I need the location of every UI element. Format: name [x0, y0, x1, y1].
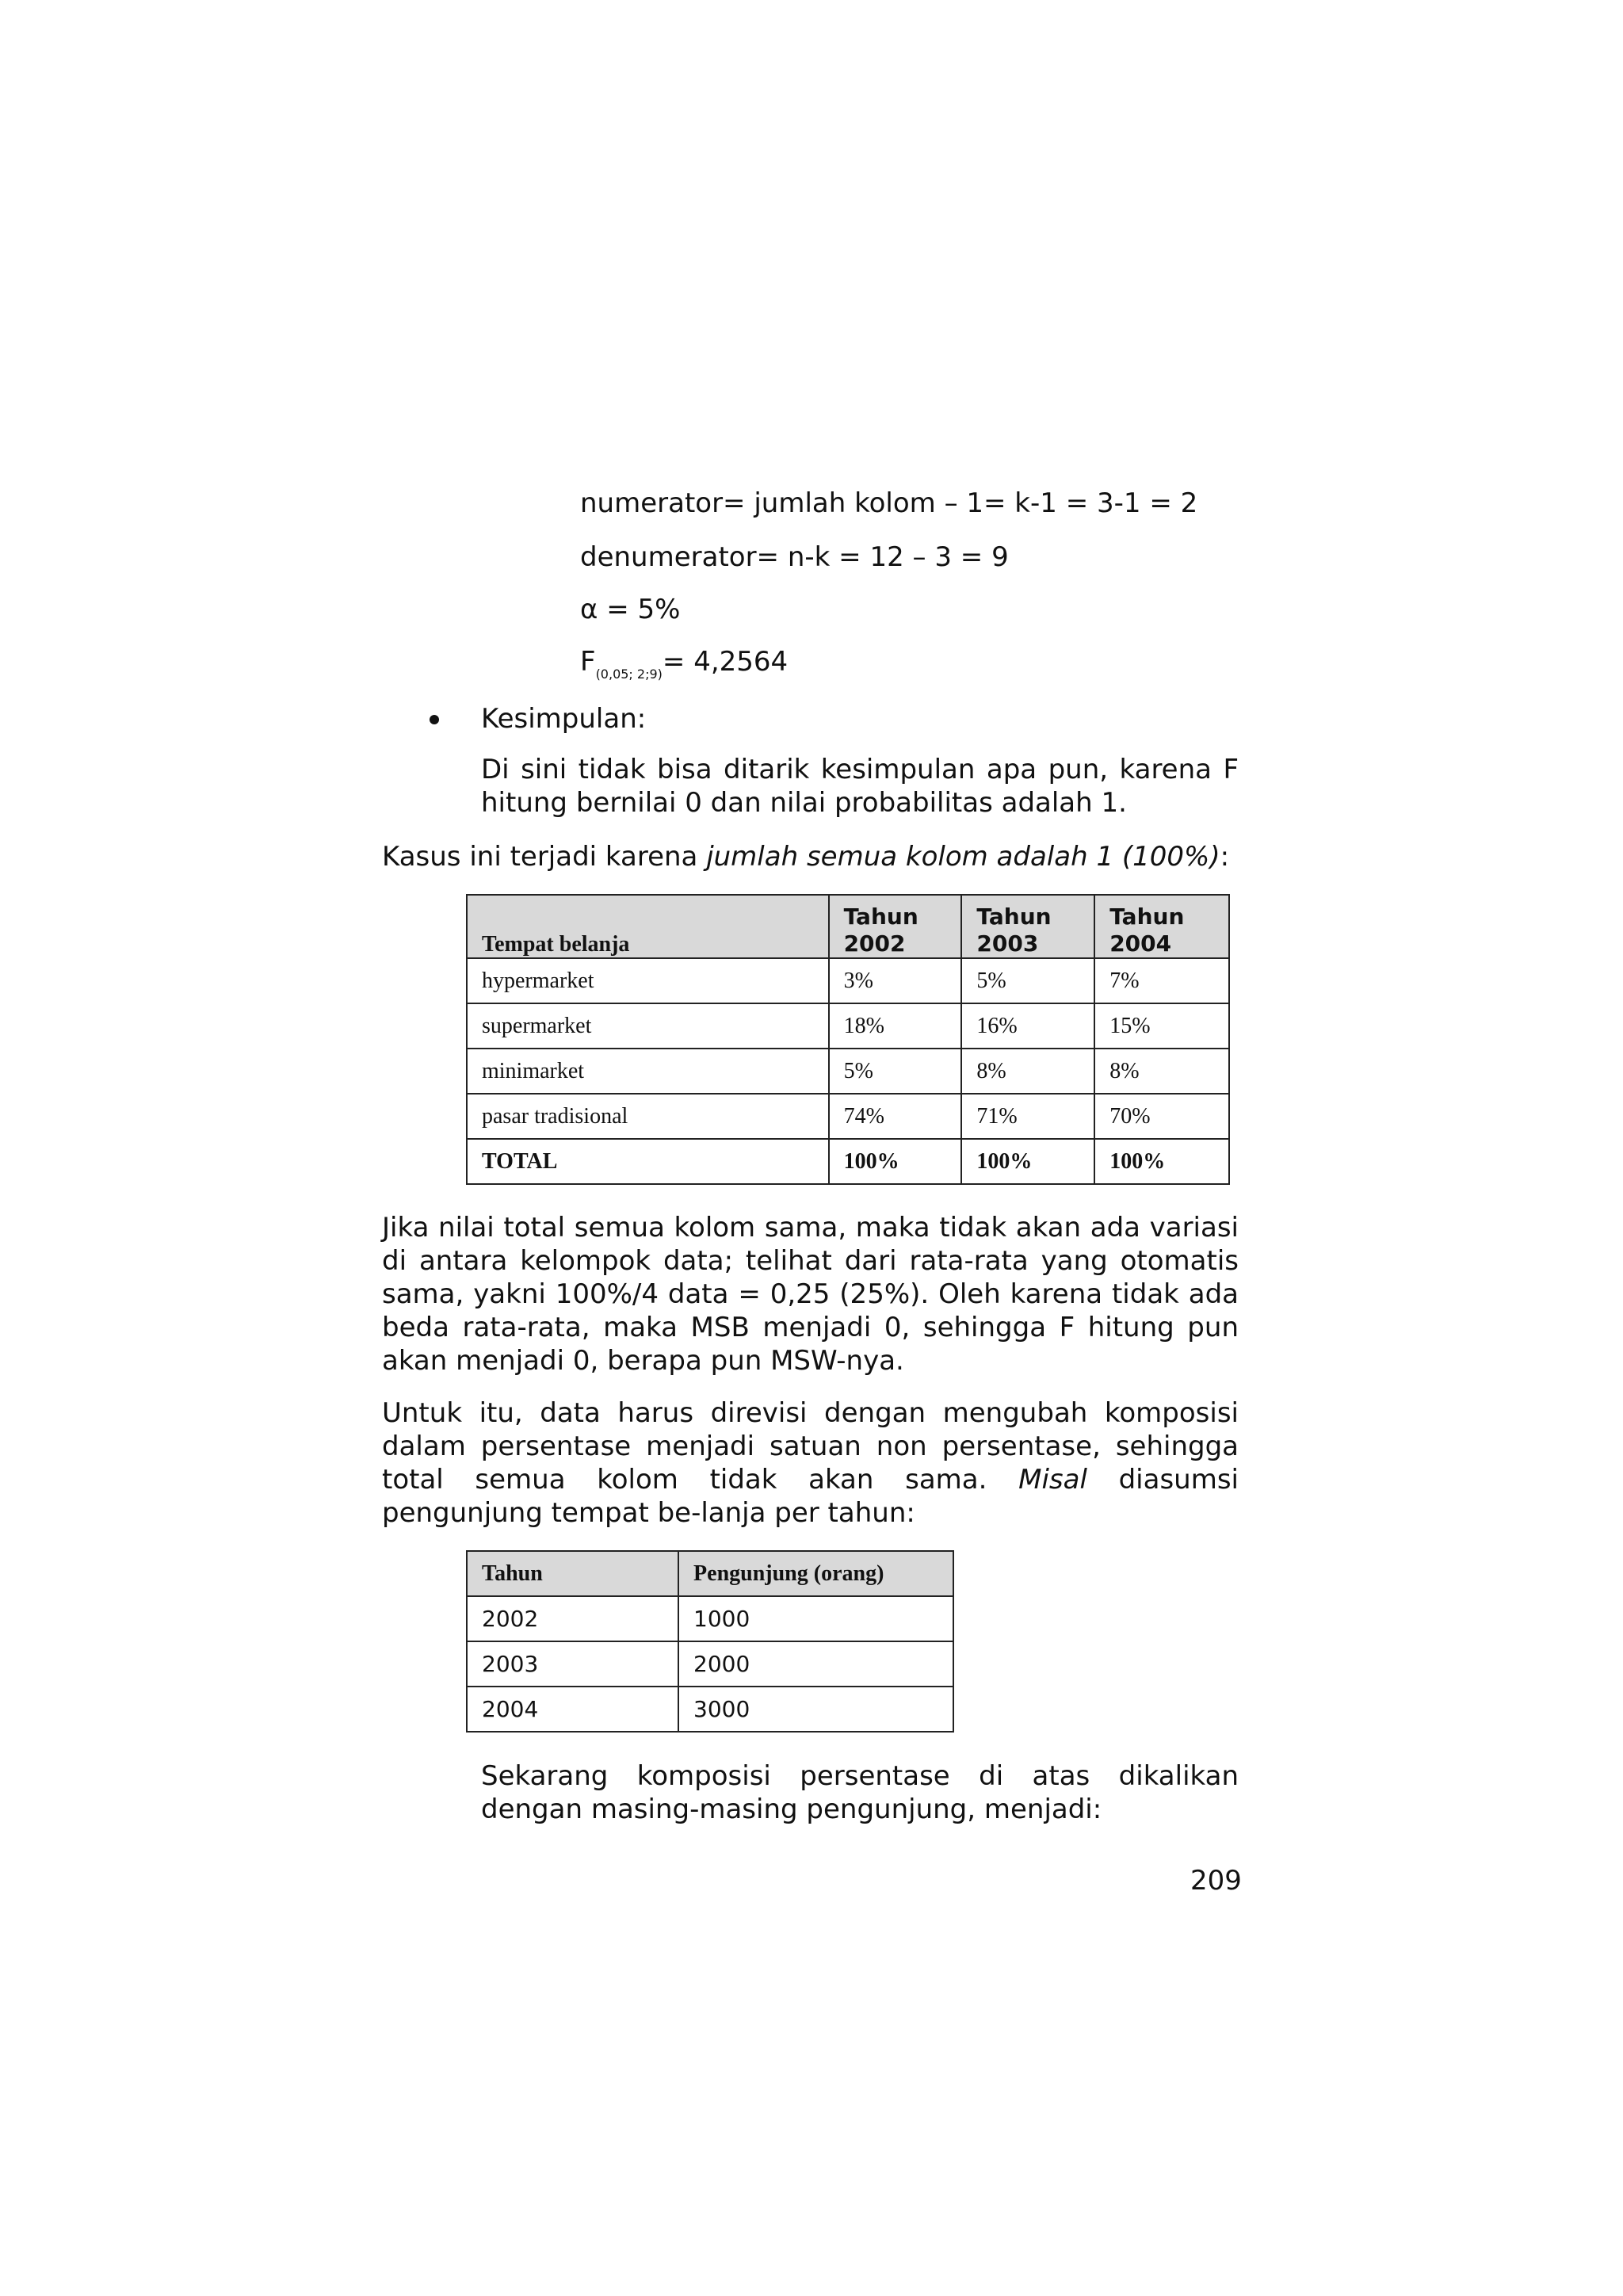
cell-2004: 7%: [1094, 958, 1229, 1003]
alpha-formula: α = 5%: [580, 594, 681, 625]
total-label: TOTAL: [467, 1139, 829, 1184]
revision-text-2: diasumsi pengunjung tempat be-lanja per tahun:: [382, 1464, 1239, 1529]
total-2003: 100%: [961, 1139, 1094, 1184]
table-row: [467, 1687, 953, 1732]
header-tempat-belanja: Tempat belanja: [467, 895, 829, 958]
cell-2002: 74%: [829, 1094, 962, 1139]
table-row: [467, 958, 1229, 1003]
cell-2004: 15%: [1094, 1003, 1229, 1049]
cell-2003: 5%: [961, 958, 1094, 1003]
cell-2002: 3%: [829, 958, 962, 1003]
conclusion-heading: Kesimpulan:: [481, 703, 647, 735]
case-intro-suffix: :: [1220, 841, 1230, 873]
conclusion-text: Di sini tidak bisa ditarik kesimpulan apa pun, karena F hitung bernilai 0 dan nilai probabilitas adalah 1.: [481, 754, 1239, 819]
table-row: [467, 1003, 1229, 1049]
row-label: pasar tradisional: [467, 1094, 829, 1139]
cell-2004: 8%: [1094, 1049, 1229, 1094]
cell-2002: 5%: [829, 1049, 962, 1094]
total-2004: 100%: [1094, 1139, 1229, 1184]
row-label: supermarket: [467, 1003, 829, 1049]
numerator-formula: numerator= jumlah kolom – 1= k-1 = 3-1 = 2: [580, 487, 1198, 519]
f-value: = 4,2564: [662, 646, 789, 678]
table-row: [467, 1049, 1229, 1094]
visitors-cell: 1000: [678, 1596, 953, 1641]
f-table-formula: [580, 645, 788, 683]
table-row: [467, 1641, 953, 1687]
shopping-share-table: [466, 894, 1230, 1185]
composition-paragraph: Sekarang komposisi persentase di atas dikalikan dengan masing-masing pengunjung, menjadi:: [481, 1760, 1239, 1825]
revision-text-1: Untuk itu, data harus direvisi dengan mengubah komposisi dalam persentase menjadi satuan non persentase, sehingga total semua kolom tidak akan sama.: [382, 1397, 1239, 1496]
cell-2004: 70%: [1094, 1094, 1229, 1139]
case-intro: [382, 840, 1229, 873]
header-tahun: Tahun: [467, 1551, 678, 1596]
variation-paragraph: Jika nilai total semua kolom sama, maka tidak akan ada variasi di antara kelompok data; telihat dari rata-rata yang otomatis sama, yakni 100%/4 data = 0,25 (25%). Oleh karena tidak ada beda rata-rata, maka MSB menjadi 0, sehingga F hitung pun akan menjadi 0, berapa pun MSW-nya.: [382, 1212, 1239, 1377]
header-pengunjung: Pengunjung (orang): [678, 1551, 953, 1596]
header-tahun-2004: Tahun 2004: [1094, 895, 1229, 958]
row-label: minimarket: [467, 1049, 829, 1094]
year-cell: 2003: [467, 1641, 678, 1687]
table-header-row: [467, 1551, 953, 1596]
year-cell: 2002: [467, 1596, 678, 1641]
denumerator-formula: denumerator= n-k = 12 – 3 = 9: [580, 541, 1009, 573]
cell-2003: 71%: [961, 1094, 1094, 1139]
f-subscript: (0,05; 2;9): [595, 667, 663, 682]
page-number: 209: [1190, 1865, 1242, 1897]
table-row: [467, 1094, 1229, 1139]
visitors-cell: 3000: [678, 1687, 953, 1732]
cell-2002: 18%: [829, 1003, 962, 1049]
bullet-icon: [430, 715, 439, 724]
table-row: [467, 1596, 953, 1641]
visitors-table: [466, 1550, 954, 1733]
revision-paragraph: [382, 1396, 1239, 1530]
header-tahun-2003: Tahun 2003: [961, 895, 1094, 958]
row-label: hypermarket: [467, 958, 829, 1003]
year-cell: 2004: [467, 1687, 678, 1732]
table-header-row: [467, 895, 1229, 958]
case-intro-plain: Kasus ini terjadi karena: [382, 841, 707, 873]
visitors-cell: 2000: [678, 1641, 953, 1687]
case-intro-italic: jumlah semua kolom adalah 1 (100%): [706, 841, 1220, 873]
cell-2003: 8%: [961, 1049, 1094, 1094]
f-label: F: [580, 646, 596, 678]
revision-italic: Misal: [1018, 1464, 1087, 1496]
header-tahun-2002: Tahun 2002: [829, 895, 962, 958]
cell-2003: 16%: [961, 1003, 1094, 1049]
total-row: [467, 1139, 1229, 1184]
total-2002: 100%: [829, 1139, 962, 1184]
